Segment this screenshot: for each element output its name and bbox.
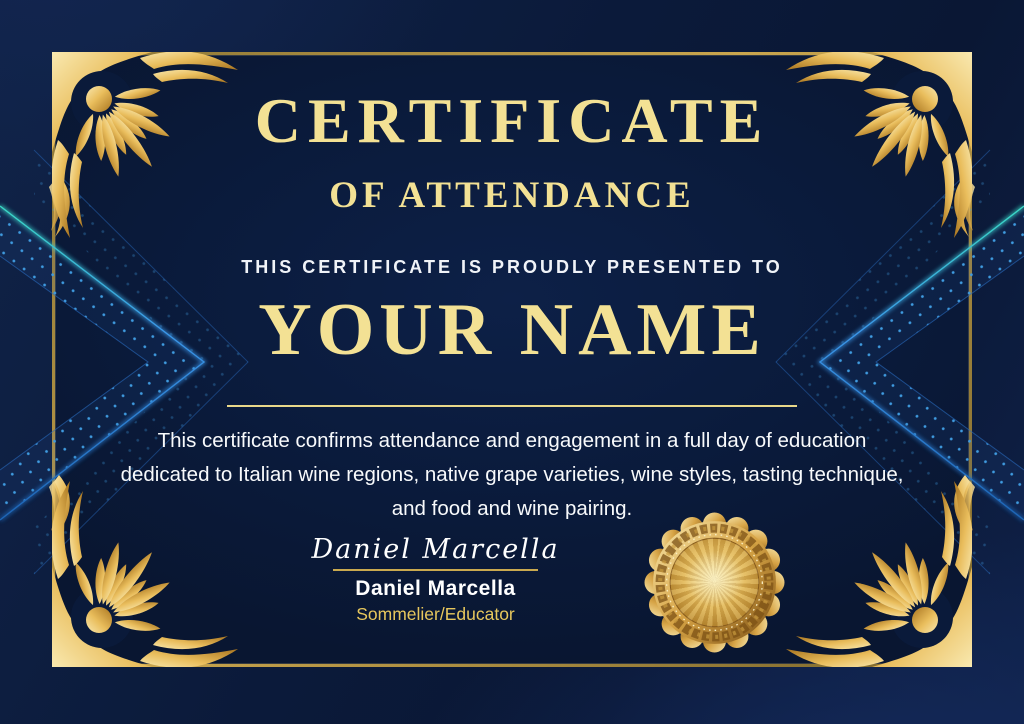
signature-block	[259, 534, 612, 625]
body-line: and food and wine pairing.	[391, 497, 633, 520]
body-line: This certificate confirms attendance and engagement in a full day of education	[157, 429, 867, 452]
certificate-subtitle: OF ATTENDANCE	[329, 175, 695, 216]
signature-line	[333, 569, 538, 571]
seal-sheen	[670, 538, 759, 627]
handwritten-signature: Daniel Marcella	[311, 534, 560, 565]
body-line: dedicated to Italian wine regions, native grape varieties, wine styles, tasting technique,	[120, 463, 904, 486]
certificate-body	[0, 424, 1024, 526]
name-underline	[227, 405, 797, 407]
presented-line: THIS CERTIFICATE IS PROUDLY PRESENTED TO	[241, 257, 783, 277]
signer-role: Sommelier/Educator	[356, 604, 515, 624]
gold-wreath-seal-icon	[644, 512, 785, 653]
certificate-title: CERTIFICATE	[254, 85, 770, 156]
signer-name: Daniel Marcella	[355, 577, 516, 600]
recipient-name: YOUR NAME	[258, 289, 766, 371]
